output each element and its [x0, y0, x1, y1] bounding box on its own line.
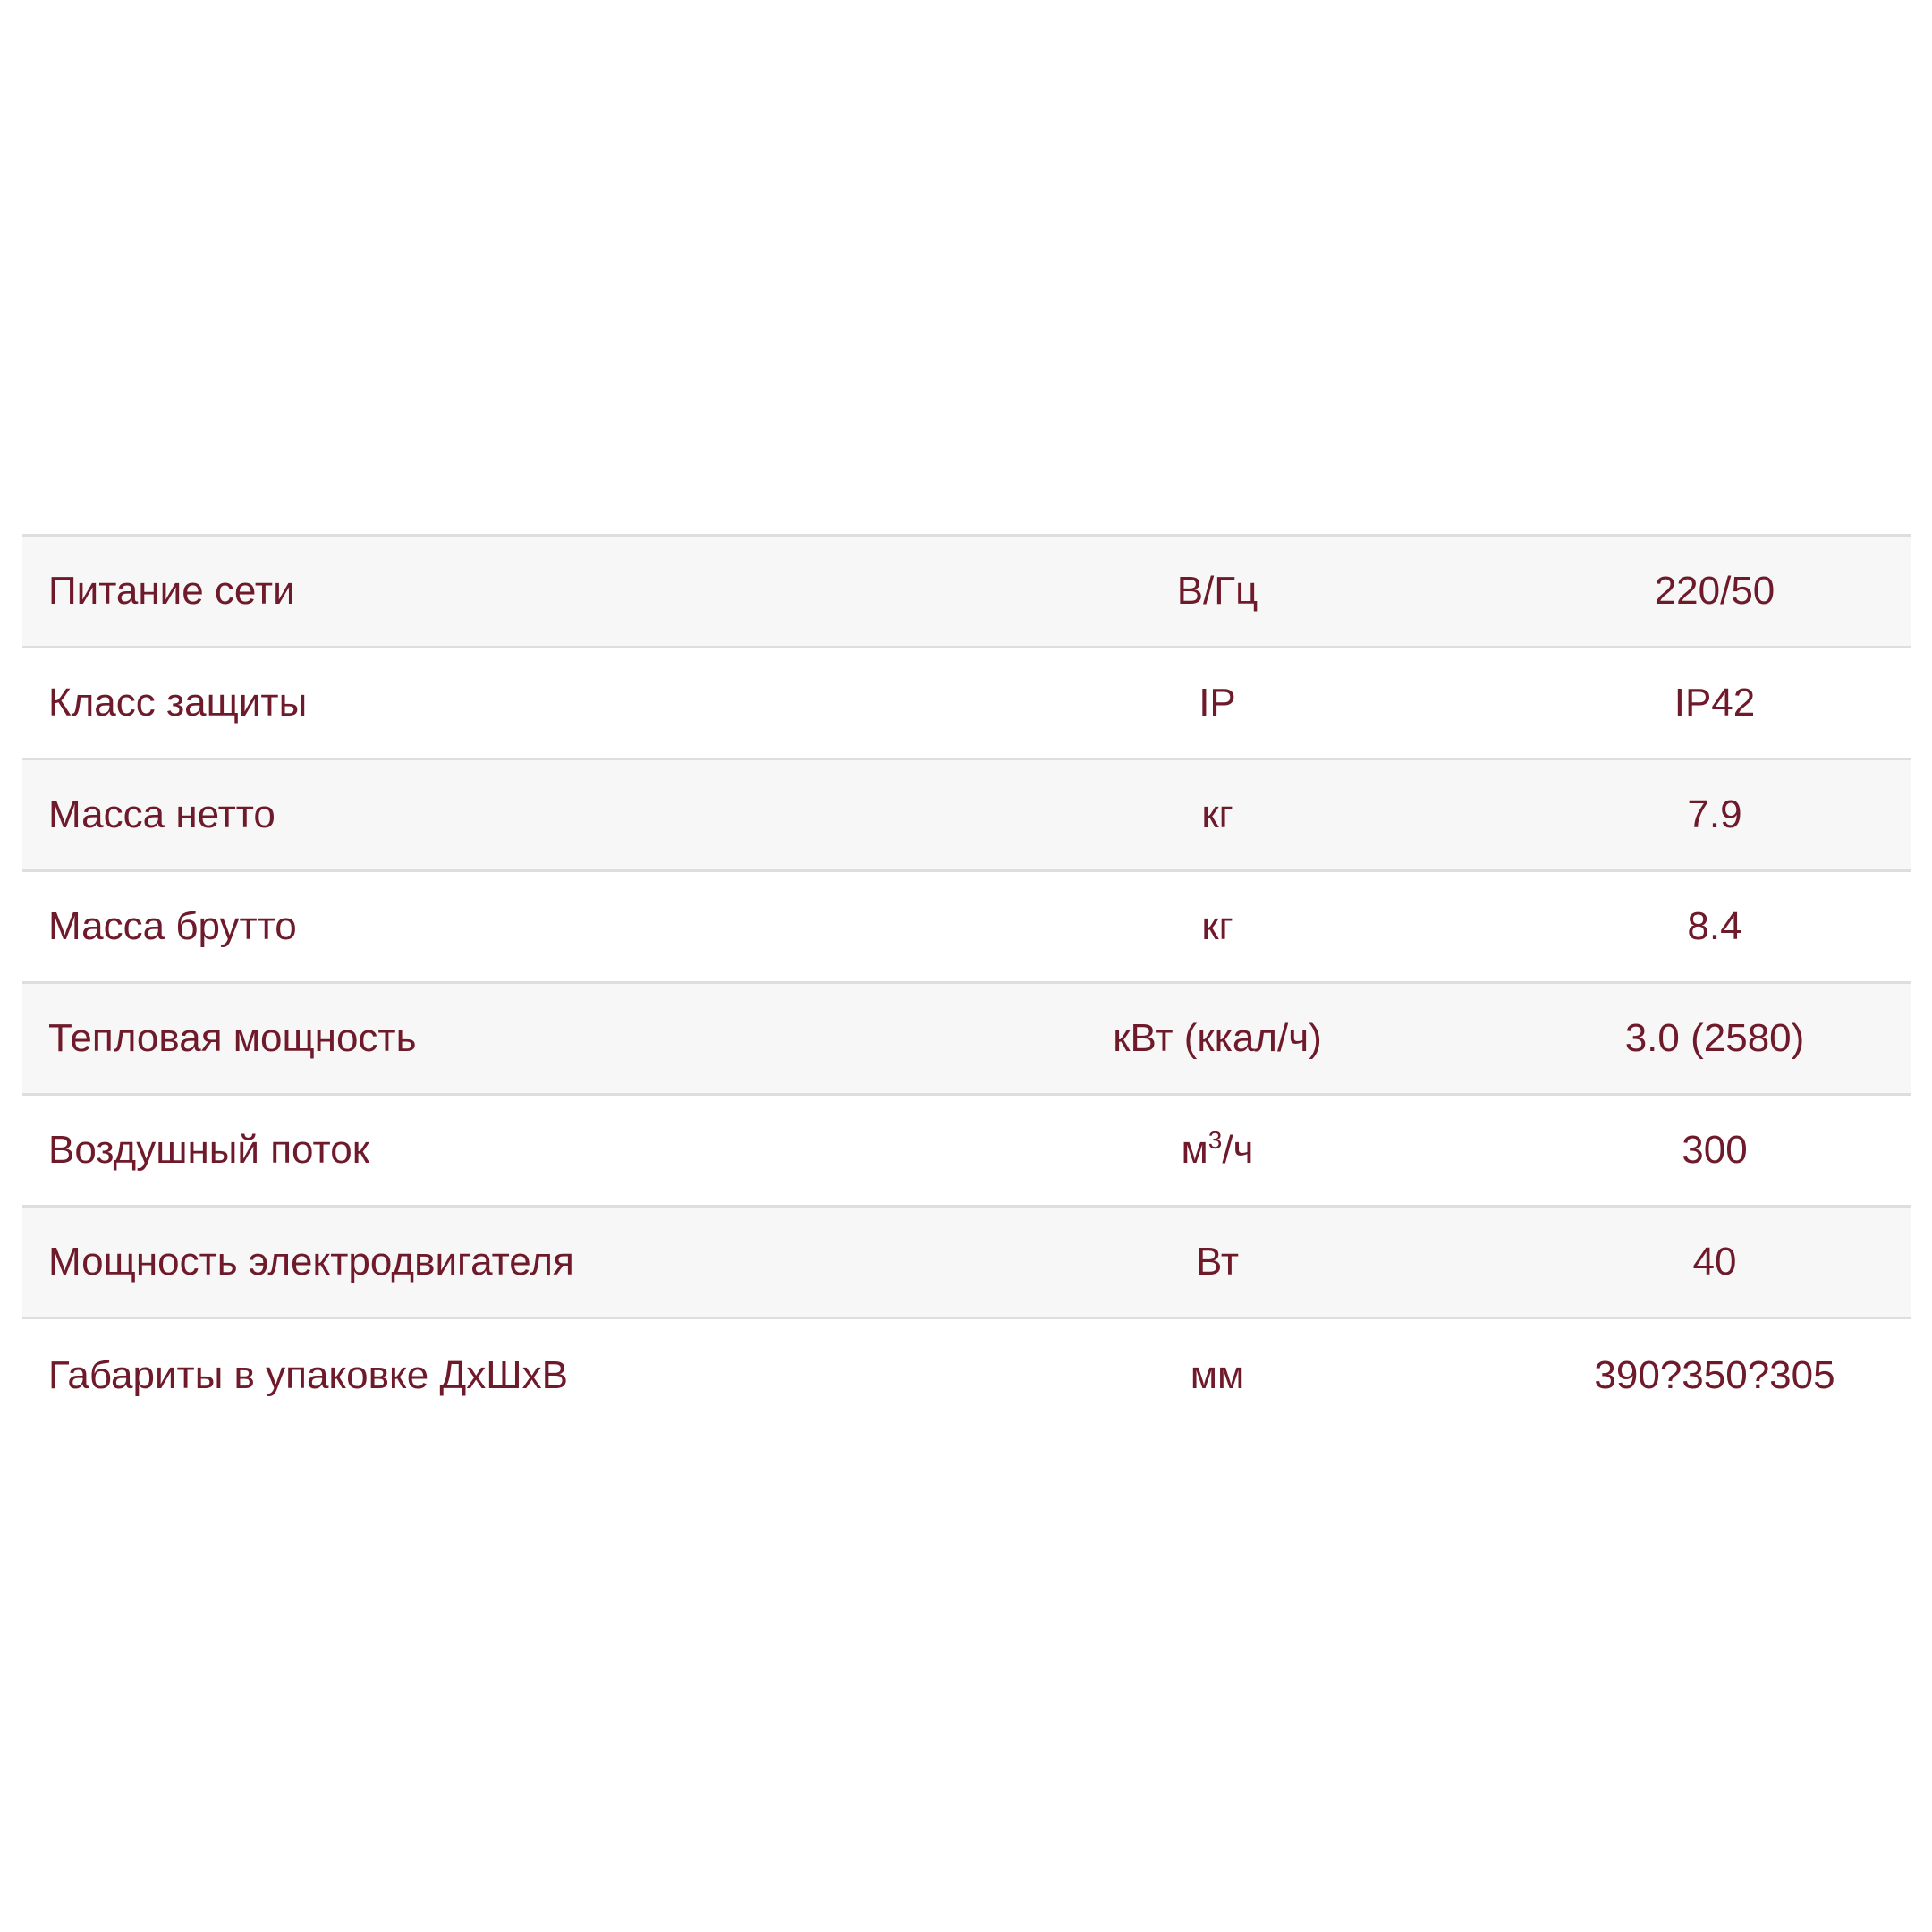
spec-value: 8.4	[1687, 904, 1742, 948]
spec-unit: IP	[1199, 681, 1236, 724]
unit-base: м	[1181, 1128, 1208, 1172]
spec-unit: мм	[1190, 1352, 1245, 1397]
spec-unit	[917, 1128, 1518, 1173]
unit-superscript: 3	[1208, 1126, 1223, 1154]
table-row	[22, 760, 1911, 872]
spec-value: 390?350?305	[1594, 1352, 1835, 1397]
spec-value: 220/50	[1654, 569, 1775, 613]
spec-value: 40	[1692, 1240, 1737, 1284]
spec-name: Масса брутто	[48, 904, 297, 948]
table-row	[22, 1319, 1911, 1431]
spec-unit: В/Гц	[1176, 569, 1258, 613]
spec-name: Класс защиты	[48, 681, 308, 724]
spec-name: Габариты в упаковке ДхШхВ	[48, 1352, 568, 1397]
spec-value: 7.9	[1687, 792, 1742, 836]
table-row	[22, 984, 1911, 1096]
unit-tail: /ч	[1222, 1128, 1254, 1172]
table-row	[22, 1208, 1911, 1319]
table-row	[22, 537, 1911, 648]
spec-unit: кВт (ккал/ч)	[1113, 1016, 1322, 1060]
spec-unit: Вт	[1195, 1240, 1240, 1284]
spec-value: 300	[1682, 1128, 1748, 1172]
spec-name: Тепловая мощность	[48, 1016, 417, 1060]
spec-name: Мощность электродвигателя	[48, 1240, 574, 1284]
spec-table	[22, 534, 1911, 1431]
spec-unit: кг	[1201, 792, 1233, 836]
table-row	[22, 648, 1911, 760]
table-row	[22, 1096, 1911, 1208]
spec-name: Питание сети	[48, 569, 295, 613]
spec-name: Воздушный поток	[48, 1128, 369, 1172]
spec-unit: кг	[1201, 904, 1233, 948]
spec-value: 3.0 (2580)	[1624, 1016, 1805, 1060]
spec-name: Масса нетто	[48, 792, 275, 836]
spec-value: IP42	[1674, 681, 1756, 724]
table-row	[22, 872, 1911, 984]
